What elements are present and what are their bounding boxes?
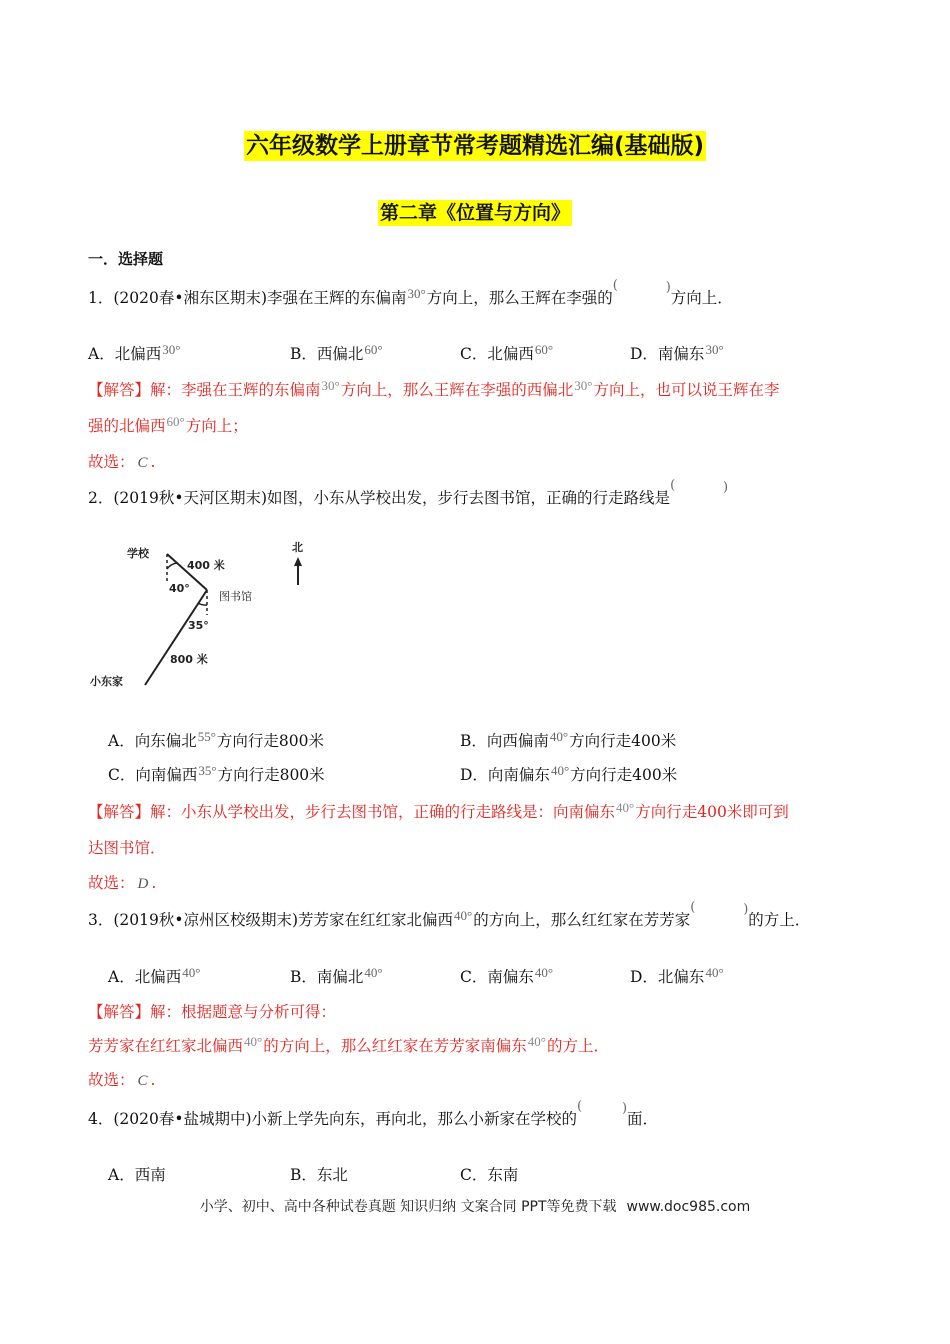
route-map-figure [85, 535, 325, 700]
q3-option-d: D．北偏东$^{40^\circ}$ [630, 965, 724, 986]
q1-option-b: B．西偏北$^{60^\circ}$ [290, 342, 383, 363]
q3-answer-line-2: 芳芳家在红红家北偏西$^{40^\circ}$的方向上，那么红红家在芳芳家南偏东$^{40^\circ}$的方上． [88, 1034, 609, 1055]
label-angle-1: 40° [169, 582, 190, 595]
q3-choice: 故选： C . [88, 1071, 156, 1089]
label-north: 北 [292, 541, 303, 554]
q2-choice: 故选： D . [88, 874, 157, 892]
page-footer: 小学、初中、高中各种试卷真题 知识归纳 文案合同 PPT等免费下载 www.doc985.com [199, 1199, 751, 1215]
q3-option-c: C．南偏东$^{40^\circ}$ [460, 965, 554, 986]
q4-option-a: A．西南 [108, 1166, 166, 1184]
q3-answer-line-1: 【解答】解：根据题意与分析可得： [88, 1003, 337, 1021]
q1-answer-line-2: 强的北偏西$^{60^\circ}$方向上； [88, 414, 248, 435]
q4-option-b: B．东北 [290, 1166, 348, 1184]
q2-answer-line-2: 达图书馆． [88, 839, 166, 857]
label-distance-2: 800 米 [170, 653, 208, 666]
q1-choice: 故选： C . [88, 453, 156, 471]
q2-option-d: D．向南偏东$^{40^\circ}$方向行走400米 [460, 763, 678, 784]
q2-option-a: A．向东偏北$^{55^\circ}$方向行走800米 [108, 729, 324, 750]
q1-option-c: C．北偏西$^{60^\circ}$ [460, 342, 554, 363]
label-angle-2: 35° [188, 619, 209, 632]
question-2: 2．(2019秋•天河区期末)如图，小东从学校出发，步行去图书馆，正确的行走路线是 [88, 489, 671, 507]
q1-answer-line-1: 【解答】解：李强在王辉的东偏南$^{30^\circ}$方向上，那么王辉在李强的西偏北$^{30^\circ}$方向上，也可以说王辉在李 [88, 378, 780, 399]
q4-option-c: C．东南 [460, 1166, 519, 1184]
question-1: 1．(2020春•湘东区期末)李强在王辉的东偏南$^{30^\circ}$方向上，那么王辉在李强的 方向上． [88, 286, 733, 307]
question-3: 3．(2019秋•凉州区校级期末)芳芳家在红红家北偏西$^{40^\circ}$的方向上，那么红红家在芳芳家 的方上． [88, 908, 811, 929]
label-distance-1: 400 米 [187, 559, 225, 572]
q2-answer-line-1: 【解答】解：小东从学校出发，步行去图书馆，正确的行走路线是：向南偏东$^{40^\circ}$方向行走400米即可到 [88, 800, 789, 821]
section-heading: 一．选择题 [88, 250, 164, 268]
question-4: 4．(2020春•盐城期中)小新上学先向东，再向北，那么小新家在学校的 面． [88, 1110, 659, 1128]
document-title: 六年级数学上册章节常考题精选汇编(基础版) [245, 133, 705, 159]
q3-option-a: A．北偏西$^{40^\circ}$ [108, 965, 201, 986]
label-library: 图书馆 [219, 590, 252, 603]
q1-option-a: A．北偏西$^{30^\circ}$ [88, 342, 181, 363]
q2-option-b: B．向西偏南$^{40^\circ}$方向行走400米 [460, 729, 677, 750]
label-school: 学校 [127, 547, 149, 560]
chapter-subtitle: 第二章《位置与方向》 [379, 202, 570, 224]
library-to-home-path [145, 590, 207, 685]
q1-option-d: D．南偏东$^{30^\circ}$ [630, 342, 724, 363]
q3-option-b: B．南偏北$^{40^\circ}$ [290, 965, 383, 986]
label-home: 小东家 [90, 675, 123, 688]
footer-url[interactable]: www.doc985.com [626, 1199, 751, 1215]
q2-option-c: C．向南偏西$^{35^\circ}$方向行走800米 [108, 763, 325, 784]
